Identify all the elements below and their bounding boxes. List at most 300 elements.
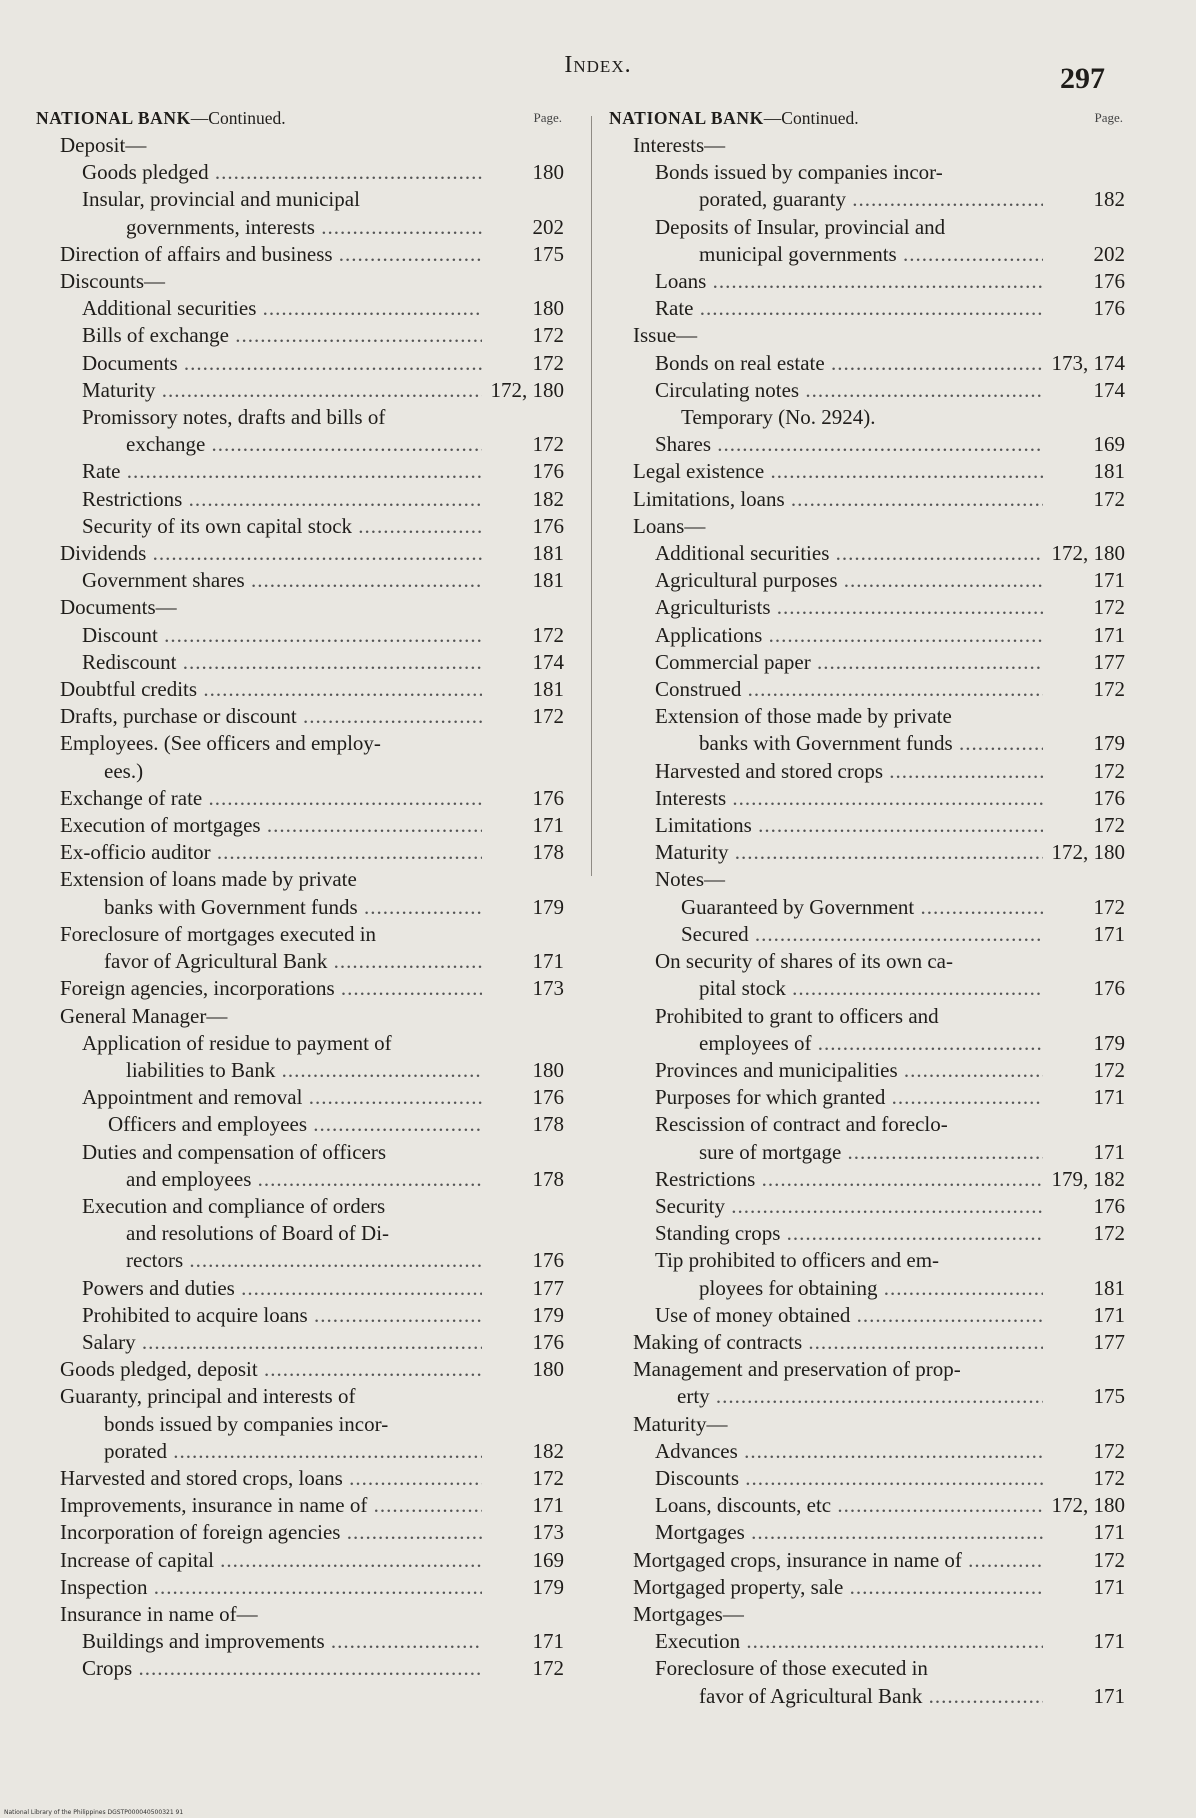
entry-text: Bonds on real estate ..... <box>609 350 1043 377</box>
entry-page-ref: 172 <box>1093 1438 1125 1463</box>
index-entry <box>609 567 1127 594</box>
entry-text: Direction of affairs and business ..... <box>36 241 482 268</box>
index-entry <box>36 594 566 621</box>
entry-text: Applications ..... <box>609 622 1043 649</box>
entry-text: Drafts, purchase or discount ..... <box>36 703 482 730</box>
entry-text: Bonds issued by companies incor- <box>655 160 943 185</box>
entry-page-ref: 177 <box>1093 1329 1125 1354</box>
entry-text: Agriculturists ..... <box>609 594 1043 621</box>
index-entry <box>36 1655 566 1682</box>
entry-text: Discounts— <box>60 269 165 294</box>
entry-page-ref: 172 <box>1093 595 1125 620</box>
index-entry <box>609 1111 1127 1138</box>
entry-text: banks with Government funds ..... <box>609 730 1043 757</box>
entry-text: Maturity ..... <box>609 839 1043 866</box>
index-entry <box>609 839 1127 866</box>
index-entry <box>609 1356 1127 1383</box>
index-entry <box>36 1356 566 1383</box>
entry-page-ref: 172 <box>532 622 564 647</box>
index-entry <box>609 1193 1127 1220</box>
index-entry-continuation <box>609 1030 1127 1057</box>
entry-text: Prohibited to acquire loans ..... <box>36 1302 482 1329</box>
column-heading-title <box>36 104 286 132</box>
entry-page-ref: 176 <box>1093 785 1125 810</box>
entry-text: Rate ..... <box>609 295 1043 322</box>
index-entry <box>36 866 566 893</box>
index-entry <box>609 1465 1127 1492</box>
entry-page-ref: 176 <box>1093 296 1125 321</box>
index-entry <box>36 1003 566 1030</box>
entry-page-ref: 172 <box>532 704 564 729</box>
index-entry <box>36 649 566 676</box>
entry-page-ref: 172, 180 <box>1051 541 1125 566</box>
entry-text: Doubtful credits ..... <box>36 676 482 703</box>
entry-page-ref: 181 <box>532 568 564 593</box>
entry-text: erty ..... <box>609 1383 1043 1410</box>
entry-page-ref: 176 <box>532 1329 564 1354</box>
index-entry <box>609 404 1127 431</box>
entry-text: Inspection ..... <box>36 1574 482 1601</box>
entry-page-ref: 179 <box>532 1574 564 1599</box>
index-entry-continuation <box>36 894 566 921</box>
index-entry <box>609 322 1127 349</box>
index-entry <box>36 540 566 567</box>
index-entry-continuation <box>36 1411 566 1438</box>
index-entry-continuation <box>609 1683 1127 1710</box>
entry-text: Extension of those made by private <box>655 704 952 729</box>
entry-page-ref: 172, 180 <box>490 377 564 402</box>
index-entry <box>609 622 1127 649</box>
entry-text: Duties and compensation of officers <box>82 1139 387 1164</box>
index-entry <box>36 1547 566 1574</box>
entry-page-ref: 171 <box>532 1493 564 1518</box>
index-entry <box>609 948 1127 975</box>
entry-text: Loans ..... <box>609 268 1043 295</box>
entry-page-ref: 172 <box>1093 813 1125 838</box>
index-entry <box>609 431 1127 458</box>
entry-page-ref: 172, 180 <box>1051 840 1125 865</box>
index-entry <box>609 1492 1127 1519</box>
entry-text: Appointment and removal ..... <box>36 1084 482 1111</box>
index-entry <box>609 758 1127 785</box>
entry-page-ref: 181 <box>532 677 564 702</box>
index-entry-continuation <box>609 730 1127 757</box>
index-entry <box>36 295 566 322</box>
entry-page-ref: 176 <box>532 513 564 538</box>
index-entry <box>609 540 1127 567</box>
entry-text: Execution ..... <box>609 1628 1043 1655</box>
entry-page-ref: 172 <box>1093 1547 1125 1572</box>
entry-text: Limitations, loans ..... <box>609 486 1043 513</box>
entry-page-ref: 171 <box>1093 1085 1125 1110</box>
index-entry <box>36 404 566 431</box>
entry-text: porated, guaranty ..... <box>609 186 1043 213</box>
index-entry <box>36 1030 566 1057</box>
entry-page-ref: 172 <box>532 1656 564 1681</box>
heading-continued: —Continued. <box>763 108 859 128</box>
entry-text: Shares ..... <box>609 431 1043 458</box>
index-entry <box>609 214 1127 241</box>
entry-text: Commercial paper ..... <box>609 649 1043 676</box>
index-entry <box>609 1329 1127 1356</box>
entry-text: employees of ..... <box>609 1030 1043 1057</box>
entry-text: Execution and compliance of orders <box>82 1193 386 1218</box>
entry-page-ref: 175 <box>532 241 564 266</box>
entry-text: Bills of exchange ..... <box>36 322 482 349</box>
entry-page-ref: 176 <box>532 1085 564 1110</box>
entry-text: Rediscount ..... <box>36 649 482 676</box>
entry-text: sure of mortgage ..... <box>609 1139 1043 1166</box>
entry-page-ref: 172 <box>1093 1221 1125 1246</box>
index-entry <box>36 1465 566 1492</box>
entry-page-ref: 172 <box>532 1465 564 1490</box>
page-title: Index. <box>564 52 632 78</box>
entry-page-ref: 172 <box>1093 677 1125 702</box>
entry-text: Improvements, insurance in name of ..... <box>36 1492 482 1519</box>
index-entry <box>609 486 1127 513</box>
index-entry <box>609 649 1127 676</box>
entry-page-ref: 176 <box>1093 1193 1125 1218</box>
entry-text: Standing crops ..... <box>609 1220 1043 1247</box>
entry-text: Ex-officio auditor ..... <box>36 839 482 866</box>
scan-footer: National Library of the Philippines DGSTP000040500321 91 <box>4 1809 184 1816</box>
entry-text: Loans, discounts, etc ..... <box>609 1492 1043 1519</box>
entry-page-ref: 180 <box>532 1057 564 1082</box>
index-entry <box>609 703 1127 730</box>
index-entry-continuation <box>609 1383 1127 1410</box>
entry-page-ref: 180 <box>532 1357 564 1382</box>
entry-text: Foreclosure of mortgages executed in <box>60 921 377 946</box>
index-entry <box>36 839 566 866</box>
entry-page-ref: 173 <box>532 1520 564 1545</box>
entry-text: Deposit— <box>60 133 147 157</box>
index-entry <box>609 513 1127 540</box>
entry-text: Tip prohibited to officers and em- <box>655 1248 940 1273</box>
page-column-label: Page. <box>1094 110 1123 125</box>
entry-text: Loans— <box>633 513 706 538</box>
index-entry <box>36 486 566 513</box>
entry-text: banks with Government funds ..... <box>36 894 482 921</box>
entry-text: Secured ..... <box>609 921 1043 948</box>
entry-text: Exchange of rate ..... <box>36 785 482 812</box>
entry-text: Goods pledged ..... <box>36 159 482 186</box>
entry-page-ref: 179, 182 <box>1051 1166 1125 1191</box>
index-entry-continuation <box>609 975 1127 1002</box>
entry-text: bonds issued by companies incor- <box>104 1411 389 1436</box>
index-entry <box>609 1655 1127 1682</box>
entry-text: Discounts ..... <box>609 1465 1043 1492</box>
entry-page-ref: 179 <box>1093 1030 1125 1055</box>
index-entry <box>609 268 1127 295</box>
index-entry <box>36 1302 566 1329</box>
entry-page-ref: 181 <box>1093 459 1125 484</box>
index-entry <box>36 1329 566 1356</box>
entry-text: Interests— <box>633 133 726 157</box>
index-entry <box>36 1275 566 1302</box>
entry-page-ref: 178 <box>532 1112 564 1137</box>
entry-page-ref: 174 <box>532 649 564 674</box>
index-entry-continuation <box>36 758 566 785</box>
page-column-label: Page. <box>533 110 562 125</box>
entry-text: Government shares ..... <box>36 567 482 594</box>
entry-page-ref: 172 <box>532 432 564 457</box>
entry-text: Promissory notes, drafts and bills of <box>82 405 386 430</box>
entry-text: Security ..... <box>609 1193 1043 1220</box>
entry-text: Incorporation of foreign agencies ..... <box>36 1519 482 1546</box>
entry-text: Notes— <box>655 867 725 892</box>
entry-text: Goods pledged, deposit ..... <box>36 1356 482 1383</box>
index-entry <box>609 1601 1127 1628</box>
entry-text: Legal existence ..... <box>609 458 1043 485</box>
entry-page-ref: 172 <box>1093 1057 1125 1082</box>
index-entry <box>609 1519 1127 1546</box>
entry-text: Security of its own capital stock ..... <box>36 513 482 540</box>
index-entry <box>36 703 566 730</box>
entry-text: Mortgaged crops, insurance in name of ..... <box>609 1547 1043 1574</box>
index-entry <box>36 567 566 594</box>
index-entry <box>609 812 1127 839</box>
index-entry <box>609 1547 1127 1574</box>
index-entry-continuation <box>36 1247 566 1274</box>
index-entry-continuation <box>36 1166 566 1193</box>
entry-text: Insular, provincial and municipal <box>82 187 360 212</box>
entry-page-ref: 174 <box>1093 377 1125 402</box>
entry-page-ref: 179 <box>1093 731 1125 756</box>
index-entry <box>36 812 566 839</box>
index-entry <box>609 594 1127 621</box>
entry-page-ref: 181 <box>532 541 564 566</box>
index-entry-continuation <box>609 1139 1127 1166</box>
entry-page-ref: 181 <box>1093 1275 1125 1300</box>
entry-text: Mortgages— <box>633 1601 744 1626</box>
index-entry <box>609 1574 1127 1601</box>
index-entry <box>609 1057 1127 1084</box>
entry-text: Employees. (See officers and employ- <box>60 731 381 756</box>
index-entry <box>609 458 1127 485</box>
entry-text: Buildings and improvements ..... <box>36 1628 482 1655</box>
entry-page-ref: 172 <box>532 323 564 348</box>
index-entry <box>609 866 1127 893</box>
index-entry <box>36 785 566 812</box>
entry-page-ref: 171 <box>1093 1520 1125 1545</box>
entry-page-ref: 172 <box>1093 758 1125 783</box>
index-entry <box>609 1302 1127 1329</box>
column-heading-title <box>609 104 859 132</box>
entry-page-ref: 176 <box>532 459 564 484</box>
entry-text: Discount ..... <box>36 622 482 649</box>
entry-page-ref: 171 <box>1093 568 1125 593</box>
entry-page-ref: 171 <box>1093 1574 1125 1599</box>
index-entry <box>36 1383 566 1410</box>
entry-text: porated ..... <box>36 1438 482 1465</box>
index-entry <box>609 132 1127 159</box>
entry-text: Construed ..... <box>609 676 1043 703</box>
heading-subject: NATIONAL BANK <box>609 108 764 128</box>
entry-page-ref: 182 <box>532 486 564 511</box>
entry-page-ref: 171 <box>1093 921 1125 946</box>
entry-text: ees.) <box>104 758 144 783</box>
index-entry <box>36 1193 566 1220</box>
index-entry <box>36 241 566 268</box>
index-entry <box>36 676 566 703</box>
entry-page-ref: 171 <box>1093 622 1125 647</box>
entry-page-ref: 171 <box>532 949 564 974</box>
entry-text: Temporary (No. 2924). <box>681 405 876 430</box>
entry-text: On security of shares of its own ca- <box>655 949 953 974</box>
index-entry <box>36 1139 566 1166</box>
index-entry <box>36 458 566 485</box>
entry-text: municipal governments ..... <box>609 241 1043 268</box>
entry-text: and employees ..... <box>36 1166 482 1193</box>
entry-text: Rate ..... <box>36 458 482 485</box>
entry-text: Documents— <box>60 595 177 620</box>
entry-text: Management and preservation of prop- <box>633 1357 961 1382</box>
entry-text: Documents ..... <box>36 350 482 377</box>
entry-text: Execution of mortgages ..... <box>36 812 482 839</box>
entry-text: Provinces and municipalities ..... <box>609 1057 1043 1084</box>
entry-page-ref: 178 <box>532 1166 564 1191</box>
index-entry <box>609 921 1127 948</box>
index-entry <box>36 132 566 159</box>
entry-text: exchange ..... <box>36 431 482 458</box>
entry-page-ref: 172 <box>1093 894 1125 919</box>
entry-page-ref: 171 <box>1093 1683 1125 1708</box>
entry-text: Maturity— <box>633 1411 728 1436</box>
index-entry <box>36 622 566 649</box>
index-entry <box>36 513 566 540</box>
index-entry <box>609 350 1127 377</box>
entry-text: Harvested and stored crops ..... <box>609 758 1043 785</box>
entry-page-ref: 171 <box>532 1629 564 1654</box>
column-divider <box>591 116 592 876</box>
entry-page-ref: 178 <box>532 840 564 865</box>
entry-page-ref: 176 <box>532 785 564 810</box>
entry-page-ref: 179 <box>532 894 564 919</box>
entry-text: Foreclosure of those executed in <box>655 1656 928 1681</box>
entry-text: ployees for obtaining ..... <box>609 1275 1043 1302</box>
entry-text: Guaranteed by Government ..... <box>609 894 1043 921</box>
index-entry <box>36 730 566 757</box>
index-entry-continuation <box>609 1275 1127 1302</box>
entry-text: Deposits of Insular, provincial and <box>655 214 946 239</box>
index-entry <box>36 975 566 1002</box>
index-entry <box>609 785 1127 812</box>
entry-text: Limitations ..... <box>609 812 1043 839</box>
entry-page-ref: 182 <box>1093 187 1125 212</box>
entry-text: Increase of capital ..... <box>36 1547 482 1574</box>
index-entry <box>609 159 1127 186</box>
entry-text: Restrictions ..... <box>609 1166 1043 1193</box>
entry-text: Foreign agencies, incorporations ..... <box>36 975 482 1002</box>
index-entry <box>36 268 566 295</box>
entry-text: Prohibited to grant to officers and <box>655 1003 939 1028</box>
entry-text: governments, interests ..... <box>36 214 482 241</box>
index-entry <box>36 186 566 213</box>
entry-text: pital stock ..... <box>609 975 1043 1002</box>
entry-page-ref: 172 <box>1093 486 1125 511</box>
entry-page-ref: 171 <box>1093 1629 1125 1654</box>
entry-page-ref: 173, 174 <box>1051 350 1125 375</box>
entry-text: Maturity ..... <box>36 377 482 404</box>
entry-page-ref: 169 <box>1093 432 1125 457</box>
entry-page-ref: 171 <box>532 813 564 838</box>
entry-text: favor of Agricultural Bank ..... <box>36 948 482 975</box>
index-entry <box>36 350 566 377</box>
index-entry <box>609 1220 1127 1247</box>
index-entry <box>609 1438 1127 1465</box>
index-entry <box>609 295 1127 322</box>
entry-text: rectors ..... <box>36 1247 482 1274</box>
entry-text: and resolutions of Board of Di- <box>126 1221 390 1246</box>
entry-text: liabilities to Bank ..... <box>36 1057 482 1084</box>
entry-page-ref: 169 <box>532 1547 564 1572</box>
entry-text: Use of money obtained ..... <box>609 1302 1043 1329</box>
entry-page-ref: 177 <box>532 1275 564 1300</box>
index-entry <box>609 1166 1127 1193</box>
entry-page-ref: 172, 180 <box>1051 1493 1125 1518</box>
entry-text: Dividends ..... <box>36 540 482 567</box>
entry-page-ref: 176 <box>1093 976 1125 1001</box>
page-number: 297 <box>1060 62 1105 95</box>
index-entry-continuation <box>609 186 1127 213</box>
index-entry <box>609 1628 1127 1655</box>
entry-page-ref: 182 <box>532 1438 564 1463</box>
entry-page-ref: 171 <box>1093 1139 1125 1164</box>
entry-text: General Manager— <box>60 1003 228 1028</box>
entry-page-ref: 202 <box>1093 241 1125 266</box>
entry-text: favor of Agricultural Bank ..... <box>609 1683 1043 1710</box>
index-entry-continuation <box>36 948 566 975</box>
index-entry <box>36 1519 566 1546</box>
entry-text: Powers and duties ..... <box>36 1275 482 1302</box>
entry-text: Advances ..... <box>609 1438 1043 1465</box>
index-entry <box>609 894 1127 921</box>
entry-page-ref: 180 <box>532 160 564 185</box>
heading-subject: NATIONAL BANK <box>36 108 191 128</box>
index-entry <box>36 1601 566 1628</box>
entry-text: Mortgaged property, sale ..... <box>609 1574 1043 1601</box>
index-entry <box>36 1111 566 1138</box>
index-entry <box>36 159 566 186</box>
index-entries <box>36 132 566 1683</box>
entry-page-ref: 175 <box>1093 1384 1125 1409</box>
entry-page-ref: 172 <box>1093 1465 1125 1490</box>
entry-text: Insurance in name of— <box>60 1601 258 1626</box>
entry-page-ref: 180 <box>532 296 564 321</box>
index-entries <box>609 132 1127 1710</box>
right-column <box>609 104 1127 1710</box>
entry-text: Application of residue to payment of <box>82 1030 392 1055</box>
entry-page-ref: 173 <box>532 976 564 1001</box>
index-entry <box>36 921 566 948</box>
index-entry <box>36 1574 566 1601</box>
entry-text: Guaranty, principal and interests of <box>60 1384 356 1409</box>
entry-text: Issue— <box>633 323 698 348</box>
index-entry-continuation <box>36 1220 566 1247</box>
index-entry <box>609 1003 1127 1030</box>
index-entry-continuation <box>36 1438 566 1465</box>
index-entry <box>36 1084 566 1111</box>
entry-page-ref: 176 <box>1093 269 1125 294</box>
index-entry-continuation <box>36 214 566 241</box>
column-heading <box>36 104 566 132</box>
index-entry-continuation <box>36 1057 566 1084</box>
entry-text: Circulating notes ..... <box>609 377 1043 404</box>
index-entry <box>36 322 566 349</box>
index-entry <box>36 1628 566 1655</box>
entry-page-ref: 172 <box>532 350 564 375</box>
entry-text: Extension of loans made by private <box>60 867 357 892</box>
